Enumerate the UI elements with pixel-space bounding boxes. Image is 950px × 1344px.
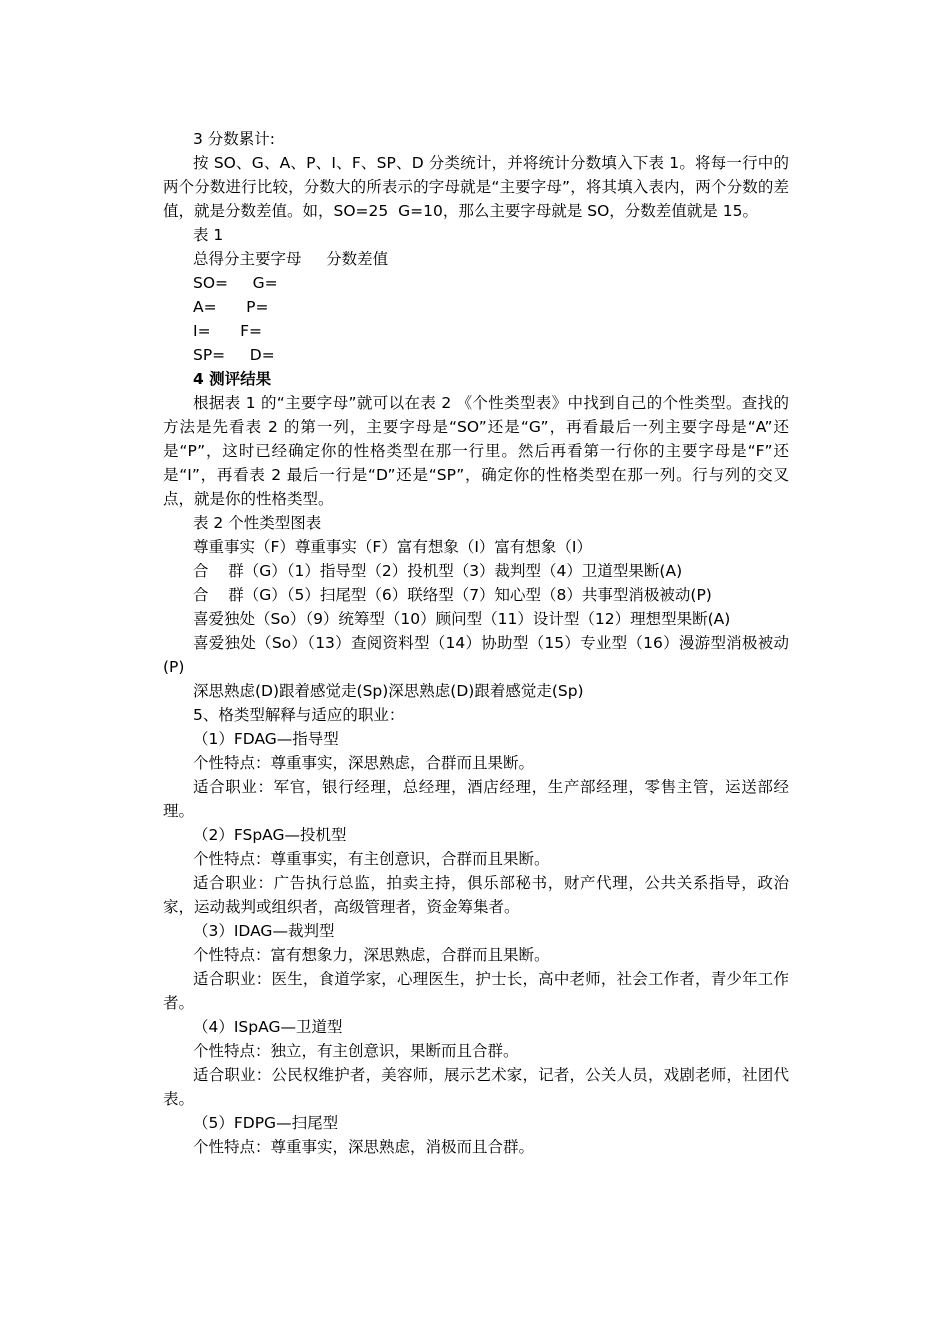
table-1-row-a-p: A= P= [193,298,269,316]
table-2-row-2: 合 群（G）（5）扫尾型（6）联络型（7）知心型（8）共事型消极被动(P) [193,586,712,604]
type-3-traits: 个性特点：富有想象力，深思熟虑，合群而且果断。 [193,946,550,964]
type-2-heading: （2）FSpAG—投机型 [193,826,347,844]
paragraph-results-instructions: 根据表 1 的“主要字母”就可以在表 2 《个性类型表》中找到自己的个性类型。查找的方法是先看表 2 的第一列，主要字母是“SO”还是“G”，再看最后一列主要字母是“A”还是“P”，这时已经确定你的性格类型在那一行里。然后再看第一行你的主要字母是“F”还是“I”，再看表 2 最后一行是“D”还是“SP”，确定你的性格类型在那一列。行与列的交叉点，就是你的性格类型。 [163,394,789,508]
table-1-caption: 表 1 [193,226,224,244]
type-4-careers: 适合职业：公民权维护者，美容师，展示艺术家，记者，公关人员，戏剧老师，社团代表。 [163,1066,789,1108]
section-heading-types: 5、格类型解释与适应的职业： [193,706,405,724]
type-5-heading: （5）FDPG—扫尾型 [193,1114,339,1132]
table-2-row-4: 喜爱独处（So）（13）查阅资料型（14）协助型（15）专业型（16）漫游型消极被动(P) [163,634,789,676]
type-1-careers: 适合职业：军官，银行经理，总经理，酒店经理，生产部经理，零售主管，运送部经理。 [163,778,789,820]
section-heading-results: 4 测评结果 [193,370,272,388]
type-1-traits: 个性特点：尊重事实，深思熟虑，合群而且果断。 [193,754,535,772]
table-1-header: 总得分主要字母 分数差值 [193,250,389,268]
table-1-row-sp-d: SP= D= [193,346,275,364]
table-2-row-3: 喜爱独处（So）（9）统筹型（10）顾问型（11）设计型（12）理想型果断(A) [193,610,731,628]
table-2-footer-row: 深思熟虑(D)跟着感觉走(Sp)深思熟虑(D)跟着感觉走(Sp) [193,682,584,700]
table-1-row-so-g: SO= G= [193,274,278,292]
type-3-careers: 适合职业：医生，食道学家，心理医生，护士长，高中老师，社会工作者，青少年工作者。 [163,970,789,1012]
paragraph-score-instructions: 按 SO、G、A、P、I、F、SP、D 分类统计，并将统计分数填入下表 1。将每一行中的两个分数进行比较，分数大的所表示的字母就是“主要字母”，将其填入表内，两个分数的差值，就是分数差值。如，SO=25 G=10，那么主要字母就是 SO，分数差值就是 15。 [163,154,789,220]
type-2-traits: 个性特点：尊重事实，有主创意识，合群而且果断。 [193,850,550,868]
type-1-heading: （1）FDAG—指导型 [193,730,339,748]
table-2-header-row: 尊重事实（F）尊重事实（F）富有想象（I）富有想象（I） [193,538,592,556]
table-2-caption: 表 2 个性类型图表 [193,514,322,532]
table-1-row-i-f: I= F= [193,322,263,340]
type-3-heading: （3）IDAG—裁判型 [193,922,335,940]
type-5-traits: 个性特点：尊重事实，深思熟虑，消极而且合群。 [193,1138,535,1156]
type-4-traits: 个性特点：独立，有主创意识，果断而且合群。 [193,1042,519,1060]
type-2-careers: 适合职业：广告执行总监，拍卖主持，俱乐部秘书，财产代理，公共关系指导，政治家，运动裁判或组织者，高级管理者，资金筹集者。 [163,874,789,916]
section-heading-score-total: 3 分数累计: [193,130,276,148]
document-body [163,127,789,1159]
type-4-heading: （4）ISpAG—卫道型 [193,1018,343,1036]
table-2-row-1: 合 群（G）（1）指导型（2）投机型（3）裁判型（4）卫道型果断(A) [193,562,683,580]
